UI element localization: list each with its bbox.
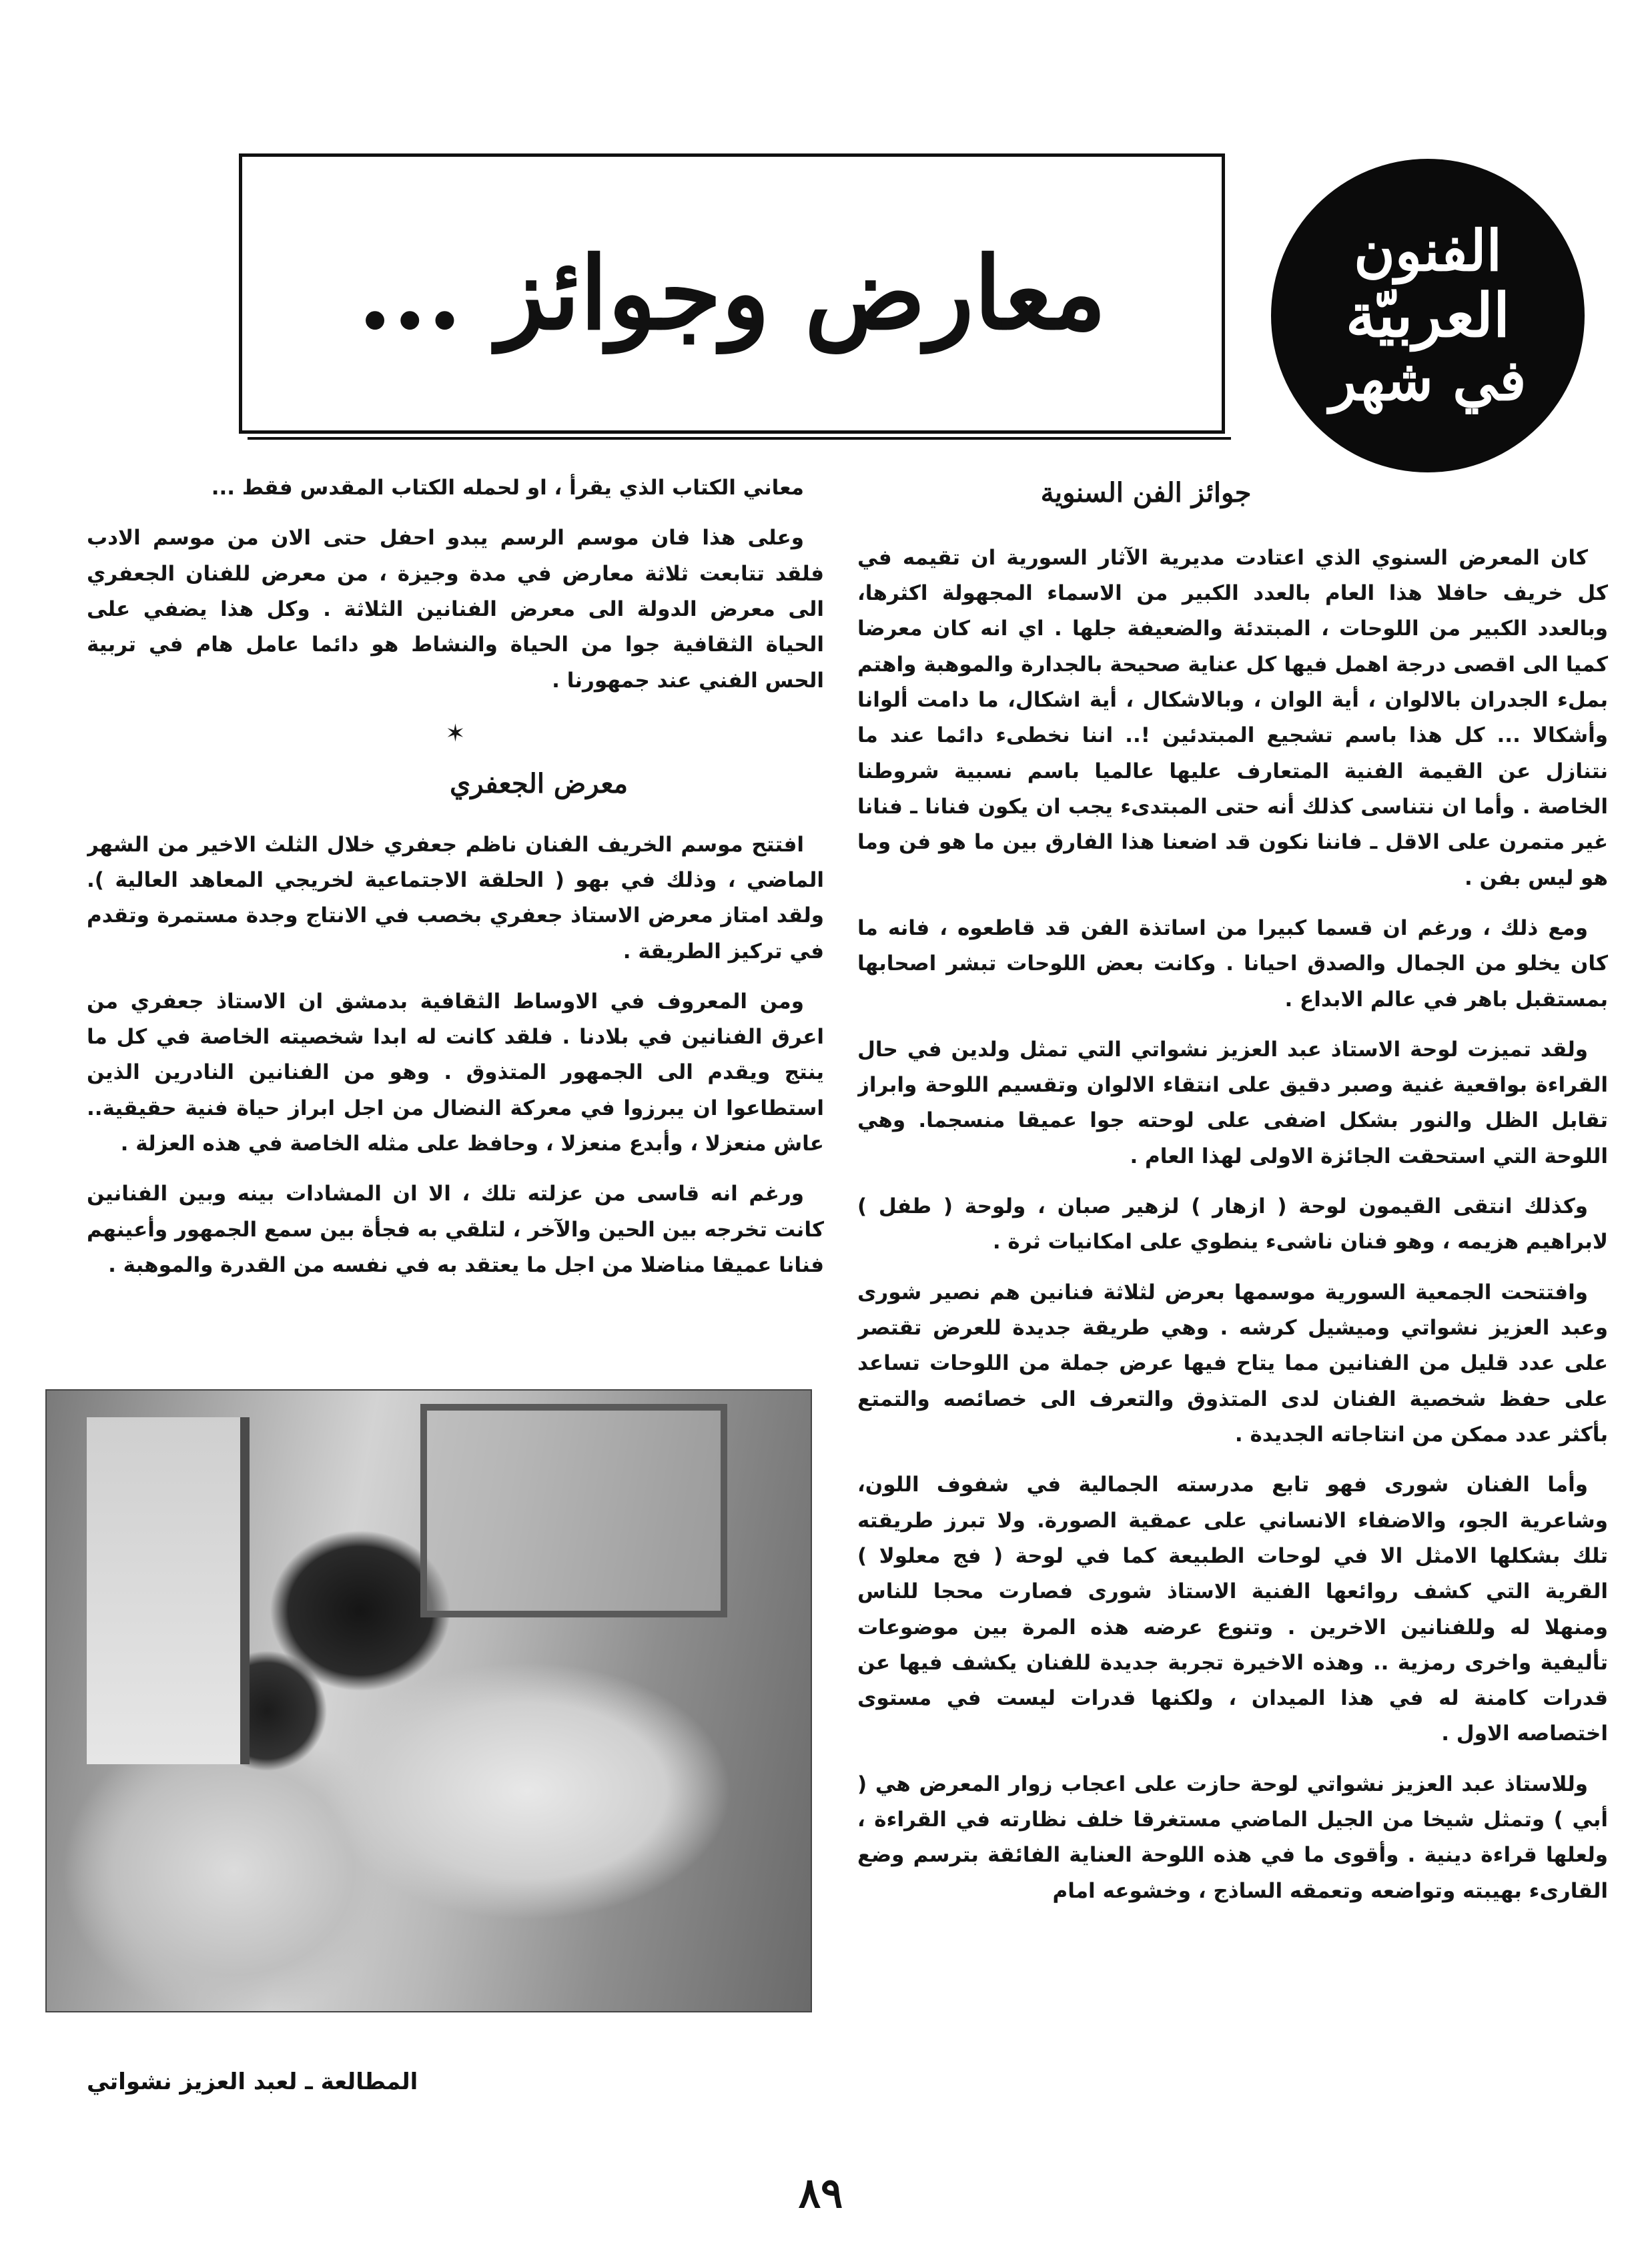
paragraph: وافتتحت الجمعية السورية موسمها بعرض لثلاثة فنانين هم نصير شورى وعبد العزيز نشواتي وميشيل كرشه . وهي طريقة جديدة للعرض تقتصر على عدد قليل من الفنانين مما يتاح فيها عرض جملة من اللوحات تساعد على حفظ شخصية الفنان لدى المتذوق والتعرف الى خصائصه والتمتع بأكثر عدد ممكن من انتاجاته الجديدة . [857, 1280, 1608, 1447]
right-column [857, 470, 1608, 2125]
paragraph: وللاستاذ عبد العزيز نشواتي لوحة حازت على اعجاب زوار المعرض هي ( أبي ) وتمثل شيخا من الجيل الماضي مستغرقا خلف نظارته في القراءة ، ولعلها قراءة دينية . وأقوى ما في هذه اللوحة العناية الفائقة بترسم وضع القارىء بهيبته وتواضعه وتعمقه الساذج ، وخشوعه امام [857, 1772, 1608, 1903]
left-column [87, 470, 824, 1365]
article-title: معارض وجوائز ... [357, 235, 1107, 352]
photo-window-shape [87, 1417, 250, 1764]
paragraph: ولقد تميزت لوحة الاستاذ عبد العزيز نشواتي التي تمثل ولدين في حال القراءة بواقعية غنية وصبر دقيق على انتقاء الالوان وتقسيم اللوحة وابراز تقابل الظل والنور بشكل اضفى على لوحته جوا عميقا منسجما. وهي اللوحة التي استحقت الجائزة الاولى لهذا العام . [857, 1037, 1608, 1168]
paragraph: ومن المعروف في الاوساط الثقافية بدمشق ان الاستاذ جعفري من اعرق الفنانين في بلادنا . فلقد كانت له ابدا شخصيته الخاصة في كل ما ينتج ويقدم الى الجمهور المتذوق . وهو من الفنانين النادرين الذين استطاعوا ان يبرزوا في معركة النضال من اجل ابراز حياة فنية حقيقية.. عاش منعزلا ، وأبدع منعزلا ، وحافظ على مثله الخاصة في هذه العزلة . [87, 989, 824, 1156]
page-number: ٨٩ [798, 2169, 843, 2217]
badge-line-3: في شهر [1329, 347, 1527, 414]
star-divider-icon: ✶ [445, 719, 466, 747]
painting-photo [45, 1389, 812, 2012]
paragraph: وأما الفنان شورى فهو تابع مدرسته الجمالية في شفوف اللون، وشاعرية الجو، والاضفاء الانساني على عمقية الصورة. ولا تبرز طريقته تلك بشكلها الامثل الا في لوحات الطبيعة كما في لوحة ( فج معلولا ) القرية التي كشف روائعها الفنية الاستاذ شورى فصارت محجا للناس ومنهلا له وللفنانين الاخرين . وتنوع عرضه هذه المرة بين موضوعات تأليفية واخرى رمزية .. وهذه الاخيرة تجربة جديدة للفنان يكشف فيها عن قدرات كامنة له في هذا الميدان ، ولكنها قدرات ليست في مستوى اختصاصه الاول . [857, 1473, 1608, 1746]
paragraph: وكذلك انتقى القيمون لوحة ( ازهار ) لزهير صبان ، ولوحة ( طفل ) لابراهيم هزيمه ، وهو فنان ناشىء ينطوي على امكانيات ثرة . [857, 1194, 1608, 1254]
section-heading-annual-awards: جوائز الفن السنوية [1040, 477, 1252, 508]
badge-line-2: العربيّة [1346, 280, 1510, 351]
paragraph: معاني الكتاب الذي يقرأ ، او لحمله الكتاب المقدس فقط ... [211, 476, 804, 500]
title-frame [239, 153, 1225, 434]
section-heading-jaafari-exhibition: معرض الجعفري [449, 767, 629, 799]
photo-caption: المطالعة ـ لعبد العزيز نشواتي [87, 2068, 418, 2095]
section-badge [1271, 159, 1585, 472]
paragraph: ورغم انه قاسى من عزلته تلك ، الا ان المشادات بينه وبين الفنانين كانت تخرجه بين الحين والآخر ، لتلقي به فجأة بين سمع الجمهور وأعينهم فنانا عميقا مناضلا من اجل ما يعتقد به في نفسه من القدرة والموهبة . [87, 1182, 824, 1278]
photo-frame-shape [420, 1404, 727, 1617]
paragraph: وعلى هذا فان موسم الرسم يبدو احفل حتى الان من موسم الادب فلقد تتابعت ثلاثة معارض في مدة وجيزة ، من معرض للفنان الجعفري الى معرض الدولة الى معرض الفنانين الثلاثة . وكل هذا يضفي على الحياة الثقافية جوا من الحياة والنشاط هو دائما عامل هام في تربية الحس الفني عند جمهورنا . [87, 526, 824, 693]
paragraph: ومع ذلك ، ورغم ان قسما كبيرا من اساتذة الفن قد قاطعوه ، فانه ما كان يخلو من الجمال والصدق احيانا . وكانت بعض اللوحات تبشر اصحابها بمستقبل باهر في عالم الابداع . [857, 915, 1608, 1012]
paragraph: كان المعرض السنوي الذي اعتادت مديرية الآثار السورية ان تقيمه في كل خريف حافلا هذا العام بالعدد الكبير من الاسماء المجهولة اكثرها، وبالعدد الكبير من اللوحات ، المبتدئة والضعيفة جلها . اي انه كان معرضا كميا الى اقصى درجة اهمل فيها كل عناية صحيحة بالجدارة والموهبة واهتم بملء الجدران بالالوان ، أية الوان ، وبالاشكال ، أية اشكال، ما دامت ألوانا وأشكالا ... كل هذا باسم تشجيع المبتدئين !.. اننا نخطىء دائما عند ما نتنازل عن القيمة الفنية المتعارف عليها عالميا باسم نسبية شروطنا الخاصة . وأما ان نتناسى كذلك أنه حتى المبتدىء يجب ان يكون فنانا ـ فنانا غير متمرن على الاقل ـ فاننا نكون قد اضعنا هذا الفارق بين ما هو فن وما هو ليس بفن . [857, 545, 1608, 890]
paragraph: افتتح موسم الخريف الفنان ناظم جعفري خلال الثلث الاخير من الشهر الماضي ، وذلك في بهو ( الحلقة الاجتماعية لخريجي المعاهد العالية ). ولقد امتاز معرض الاستاذ جعفري بخصب في الانتاج وجدة مستمرة وتقدم في تركيز الطريقة . [87, 832, 824, 964]
badge-line-1: الفنون [1354, 217, 1502, 284]
